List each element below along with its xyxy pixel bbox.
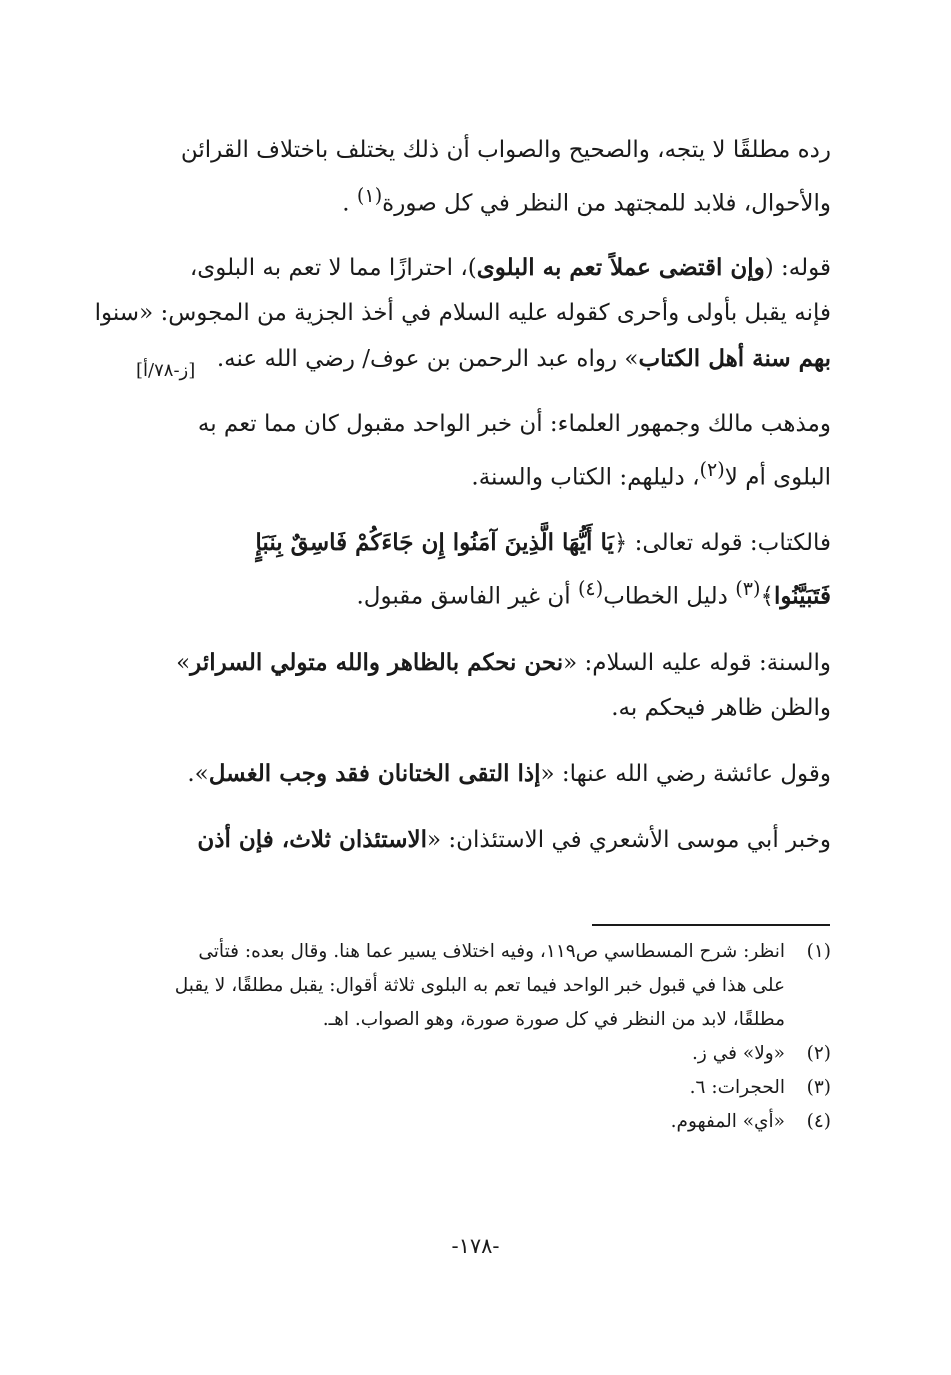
footnote-text <box>119 1037 785 1071</box>
text-line: «ولا» في ز. <box>692 1043 785 1064</box>
bold-quote: بهم سنة أهل الكتاب <box>638 344 831 372</box>
paragraph-1 <box>119 128 831 227</box>
paragraph-7 <box>119 817 831 863</box>
text-span: دليل الخطاب <box>603 583 736 610</box>
text-line <box>119 245 831 291</box>
footnote-ref: (٢) <box>699 457 725 481</box>
text-line: فإنه يقبل بأولى وأحرى كقوله عليه السلام في أخذ الجزية من المجوس: «سنوا <box>94 299 831 326</box>
text-line <box>119 566 831 620</box>
text-span: » رواه عبد الرحمن بن عوف/ رضي الله عنه. <box>216 345 639 372</box>
text-line <box>119 173 831 227</box>
text-line <box>119 817 831 863</box>
footnote-1 <box>119 935 831 1037</box>
paragraph-3 <box>119 402 831 501</box>
text-line: الحجرات: ٦. <box>689 1077 785 1098</box>
footnote-number: (١) <box>806 941 831 962</box>
footnote-divider <box>592 924 830 926</box>
paragraph-6 <box>119 751 831 797</box>
text-span: فالكتاب: قوله تعالى: ﴿ <box>613 530 831 557</box>
bold-quote: الاستئذان ثلاث، فإن أذن <box>197 825 427 853</box>
text-span: البلوى أم لا <box>724 464 831 491</box>
text-span: وخبر أبي موسى الأشعري في الاستئذان: « <box>427 826 831 853</box>
footnotes <box>119 935 831 1139</box>
text-span: ، دليلهم: الكتاب والسنة. <box>471 464 700 491</box>
text-span: . <box>342 190 357 217</box>
footnote-2 <box>119 1037 831 1071</box>
text-span: والسنة: قوله عليه السلام: « <box>563 649 831 676</box>
text-line: ومذهب مالك وجمهور العلماء: أن خبر الواحد مقبول كان مما تعم به <box>197 410 831 437</box>
footnote-number: (٤) <box>806 1111 831 1132</box>
quran-verse: فَتَبَيَّنُوا <box>773 582 831 610</box>
text-span: ﴾ <box>760 583 774 610</box>
text-span: » <box>176 649 191 676</box>
footnote-ref: (٣) <box>735 577 761 601</box>
text-span: قوله: ( <box>764 254 831 281</box>
footnote-3 <box>119 1071 831 1105</box>
footnote-ref: (١) <box>356 184 383 207</box>
footnote-text <box>119 1071 785 1105</box>
bold-quote: وإن اقتضى عملاً تعم به البلوى <box>476 253 765 281</box>
paragraph-5 <box>119 640 831 731</box>
manuscript-margin-ref: [ز-٧٨/أ] <box>136 360 196 381</box>
footnote-ref: (٤) <box>577 577 604 601</box>
footnote-4 <box>119 1105 831 1139</box>
text-line <box>119 447 831 501</box>
paragraph-4 <box>119 520 831 620</box>
text-span: والأحوال، فلابد للمجتهد من النظر في كل صورة <box>382 190 831 217</box>
footnote-number: (٣) <box>806 1077 831 1098</box>
main-text <box>94 128 831 883</box>
bold-quote: إذا التقى الختانان فقد وجب الغسل <box>208 759 541 787</box>
text-line <box>119 751 831 797</box>
text-line: انظر: شرح المسطاسي ص١١٩، وفيه اختلاف يسير عما هنا. وقال بعده: فتأتى <box>198 941 785 962</box>
text-line <box>119 520 831 566</box>
bold-quote: نحن نحكم بالظاهر والله متولي السرائر <box>190 648 564 676</box>
text-line: «أي» المفهوم. <box>670 1111 785 1132</box>
text-line: والظن ظاهر فيحكم به. <box>611 694 831 721</box>
text-line: على هذا في قبول خبر الواحد فيما تعم به البلوى ثلاثة أقوال: يقبل مطلقًا، لا يقبل <box>174 975 785 996</box>
footnote-text <box>119 935 785 1037</box>
text-line <box>119 640 831 686</box>
text-line: رده مطلقًا لا يتجه، والصحيح والصواب أن ذلك يختلف باختلاف القرائن <box>180 137 831 163</box>
text-line <box>119 336 831 382</box>
footnote-text <box>119 1105 785 1139</box>
text-line: مطلقًا، لابد من النظر في كل صورة صورة، وهو الصواب. اهـ. <box>322 1009 785 1030</box>
text-span: ». <box>187 760 209 787</box>
text-span: وقول عائشة رضي الله عنها: « <box>540 760 831 787</box>
footnote-number: (٢) <box>806 1043 831 1064</box>
text-span: )، احترازًا مما لا تعم به البلوى، <box>189 254 477 281</box>
page-number: -١٧٨- <box>451 1234 500 1258</box>
text-span: أن غير الفاسق مقبول. <box>356 583 578 610</box>
quran-verse: يَا أَيُّهَا الَّذِينَ آمَنُوا إِن جَاءَكُمْ فَاسِقٌ بِنَبَإٍ <box>255 529 614 557</box>
paragraph-2 <box>94 245 831 382</box>
